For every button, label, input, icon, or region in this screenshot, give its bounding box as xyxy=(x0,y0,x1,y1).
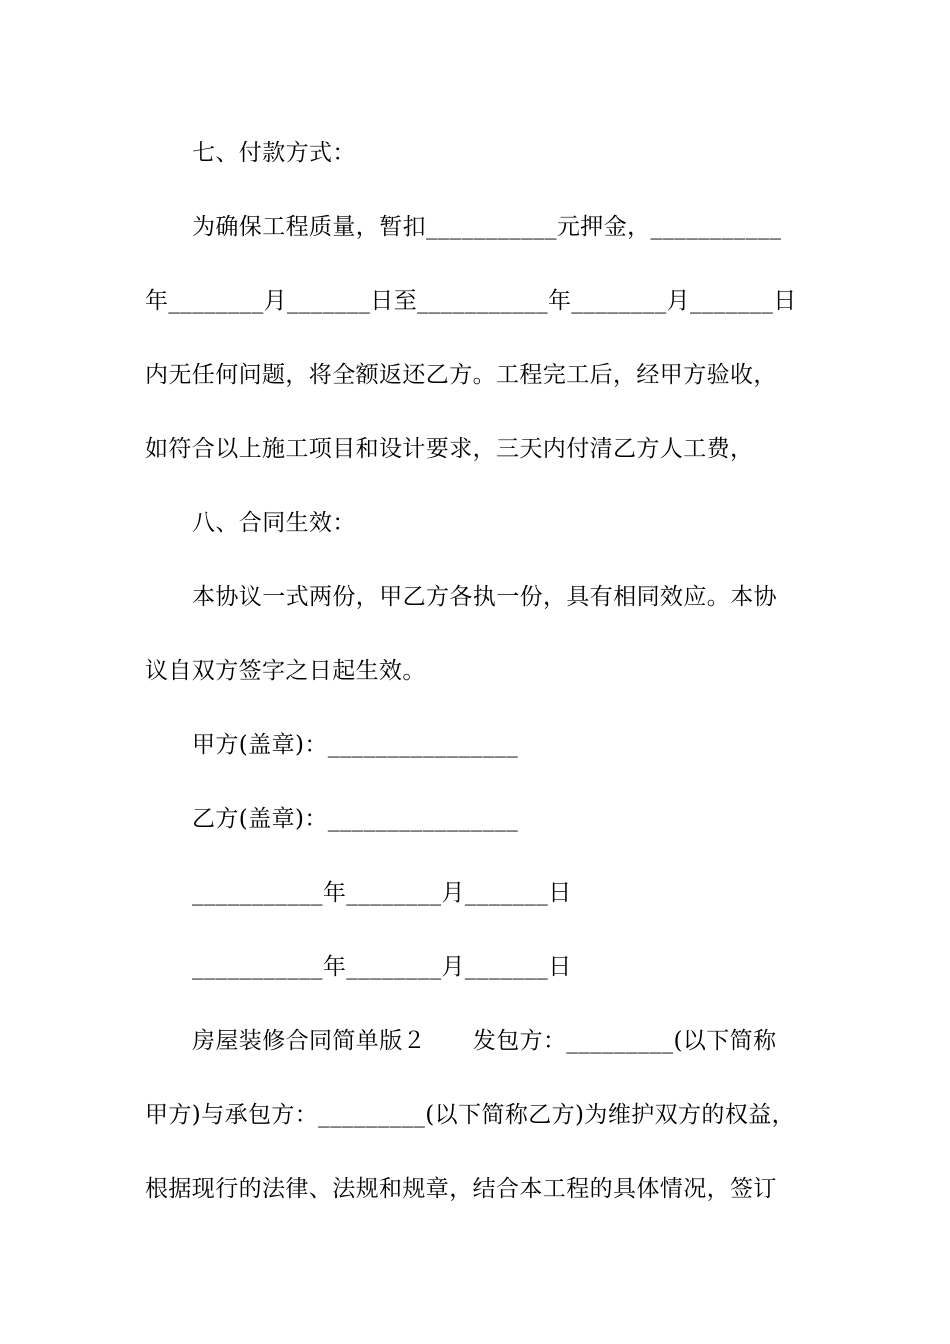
date-line: ___________年________月_______日 xyxy=(192,954,572,980)
paragraph-line: 根据现行的法律、法规和规章，结合本工程的具体情况，签订 xyxy=(145,1176,777,1202)
paragraph-line: 内无任何问题，将全额返还乙方。工程完工后，经甲方验收， xyxy=(145,362,777,388)
paragraph-line: 年________月_______日至___________年________月_______日 xyxy=(145,288,797,314)
party-a-signature-line: 甲方(盖章)：________________ xyxy=(192,732,519,758)
paragraph-line: 议自双方签字之日起生效。 xyxy=(145,658,426,684)
section-heading-effect: 八、合同生效： xyxy=(192,510,356,536)
paragraph-line: 为确保工程质量，暂扣___________元押金，___________ xyxy=(192,214,782,240)
paragraph-line: 本协议一式两份，甲乙方各执一份，具有相同效应。本协 xyxy=(192,584,777,610)
date-line: ___________年________月_______日 xyxy=(192,880,572,906)
party-b-signature-line: 乙方(盖章)：________________ xyxy=(192,806,519,832)
section-heading-payment: 七、付款方式： xyxy=(192,140,356,166)
paragraph-line: 甲方)与承包方：_________(以下简称乙方)为维护双方的权益， xyxy=(145,1102,796,1128)
paragraph-line: 如符合以上施工项目和设计要求，三天内付清乙方人工费， xyxy=(145,436,754,462)
contract-title-line: 房屋装修合同简单版２ 发包方：_________(以下简称 xyxy=(192,1028,777,1054)
